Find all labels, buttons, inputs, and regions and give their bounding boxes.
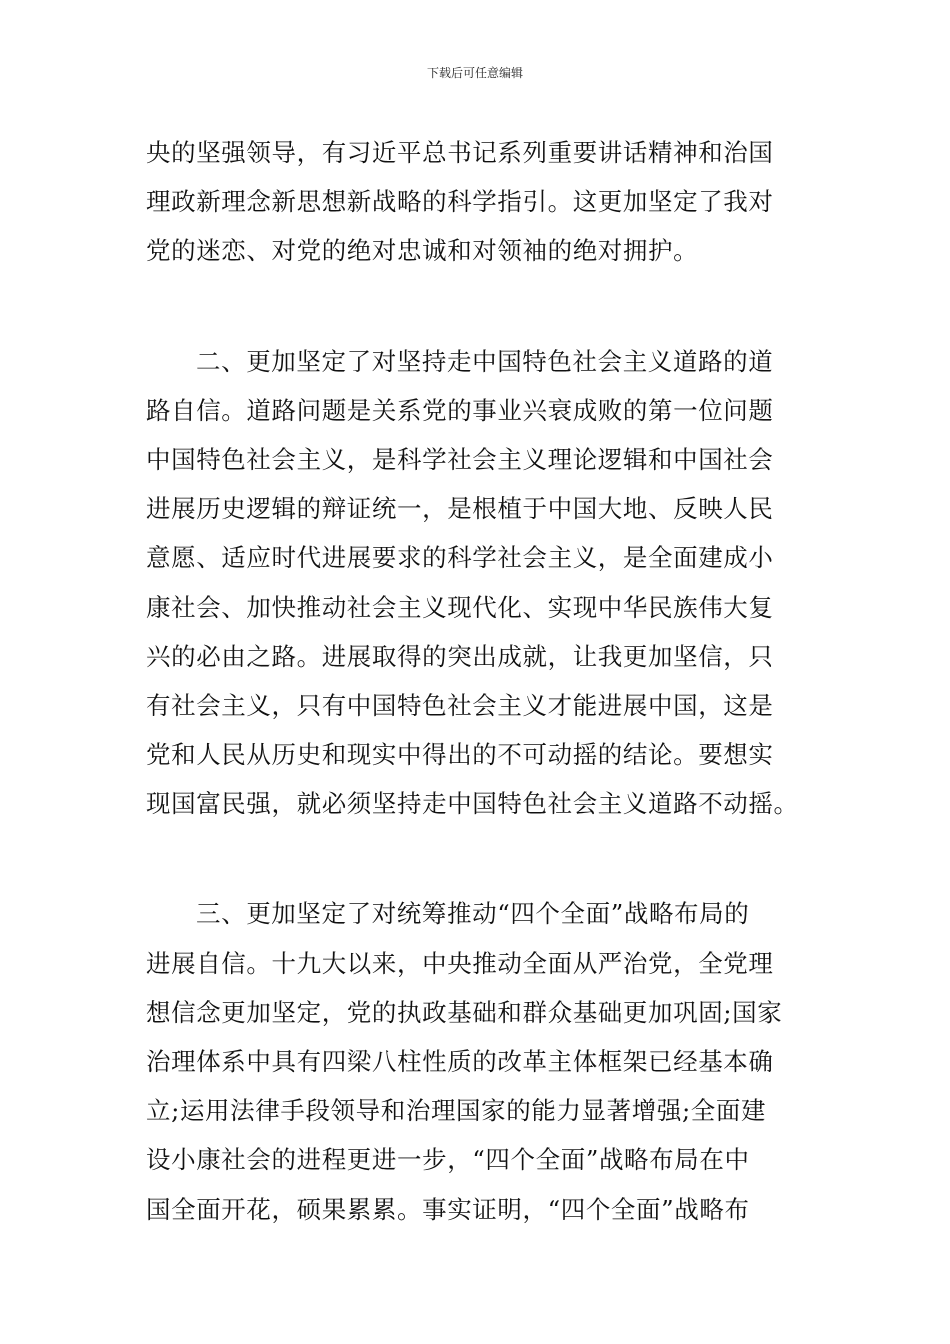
text-line: 立;运用法律手段领导和治理国家的能力显著增强;全面建 — [146, 1096, 767, 1126]
text-line: 意愿、适应时代进展要求的科学社会主义，是全面建成小 — [146, 543, 774, 573]
text-line: 进展自信。十九大以来，中央推动全面从严治党，全党理 — [146, 948, 774, 978]
text-line: 治理体系中具有四梁八柱性质的改革主体框架已经基本确 — [146, 1047, 774, 1076]
text-line: 央的坚强领导，有习近平总书记系列重要讲话精神和治国 — [146, 138, 774, 167]
text-line: 想信念更加坚定，党的执政基础和群众基础更加巩固;国家 — [146, 997, 783, 1027]
text-line: 三、更加坚定了对统筹推动“四个全面”战略布局的 — [196, 899, 750, 929]
page-header: 下载后可任意编辑 — [426, 66, 523, 80]
text-line: 国全面开花，硕果累累。事实证明，“四个全面”战略布 — [146, 1194, 750, 1224]
text-line: 党和人民从历史和现实中得出的不可动摇的结论。要想实 — [146, 740, 774, 770]
document-body — [146, 128, 816, 1234]
text-line: 党的迷恋、对党的绝对忠诚和对领袖的绝对拥护。 — [146, 236, 699, 266]
text-line: 有社会主义，只有中国特色社会主义才能进展中国，这是 — [146, 690, 774, 720]
text-line: 现国富民强，就必须坚持走中国特色社会主义道路不动摇。 — [146, 789, 799, 819]
text-line: 二、更加坚定了对坚持走中国特色社会主义道路的道 — [196, 346, 774, 376]
text-line: 进展历史逻辑的辩证统一，是根植于中国大地、反映人民 — [146, 494, 774, 524]
text-line: 康社会、加快推动社会主义现代化、实现中华民族伟大复 — [146, 592, 774, 622]
text-line: 路自信。道路问题是关系党的事业兴衰成败的第一位问题 — [146, 395, 774, 425]
paragraph-four-comprehensives — [146, 889, 816, 1233]
paragraph-gap — [146, 276, 816, 337]
text-line: 理政新理念新思想新战略的科学指引。这更加坚定了我对 — [146, 187, 774, 217]
paragraph-gap — [146, 828, 816, 889]
text-line: 中国特色社会主义，是科学社会主义理论逻辑和中国社会 — [146, 444, 774, 474]
text-line: 兴的必由之路。进展取得的突出成就，让我更加坚信，只 — [146, 641, 774, 671]
paragraph-continuation — [146, 128, 816, 276]
text-line: 设小康社会的进程更进一步，“四个全面”战略布局在中 — [146, 1145, 750, 1175]
paragraph-road-confidence — [146, 337, 816, 829]
